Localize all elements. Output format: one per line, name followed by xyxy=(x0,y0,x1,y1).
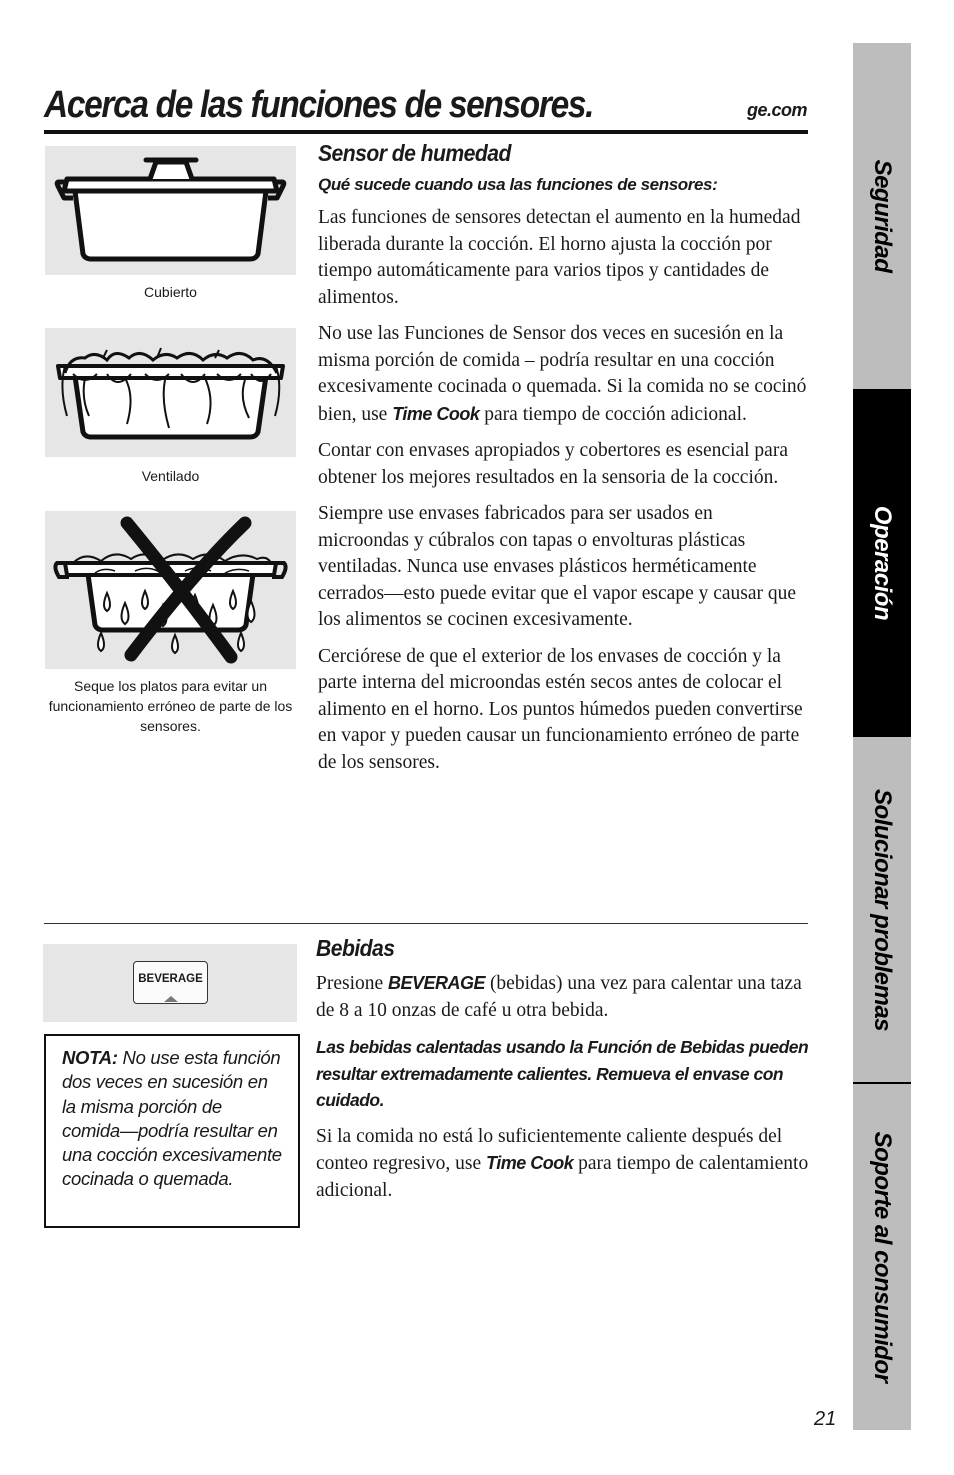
figure-caption: Ventilado xyxy=(141,468,200,484)
figure-wet-dish xyxy=(45,511,296,669)
tab-soporte-al-consumidor[interactable] xyxy=(853,1084,911,1430)
humidity-paragraph: Las funciones de sensores detectan el aumento en la humedad liberada durante la cocción. El horno ajusta la cocción por tiempo automáticamente para varios tipos y cantidades de alimentos. xyxy=(318,207,801,308)
beverage-warning: Las bebidas calentadas usando la Función de Bebidas pueden resultar extremadamente calientes. Remueva el envase con cuidado. xyxy=(316,1037,809,1110)
triangle-indicator-icon xyxy=(164,996,178,1002)
humidity-paragraph: Contar con envases apropiados y cobertores es esencial para obtener los mejores resultados en la sensoria de la cocción. xyxy=(318,440,788,488)
figure-vented xyxy=(45,328,296,457)
humidity-section xyxy=(318,140,808,786)
tab-operacion[interactable] xyxy=(853,389,911,737)
site-url: ge.com xyxy=(746,100,807,120)
wet-dish-crossed-icon xyxy=(45,511,296,669)
vented-dish-icon xyxy=(45,328,296,457)
figure-caption: Cubierto xyxy=(144,284,197,300)
humidity-heading: Sensor de humedad xyxy=(318,140,511,166)
page-number: 21 xyxy=(814,1408,837,1430)
title-rule xyxy=(44,130,808,134)
time-cook-keyword: Time Cook xyxy=(392,403,480,424)
note-box xyxy=(44,1034,300,1228)
note-label: NOTA: xyxy=(62,1047,118,1068)
section-divider xyxy=(44,923,808,924)
beverage-panel xyxy=(43,944,297,1022)
tab-label: Operación xyxy=(869,505,896,621)
time-cook-keyword: Time Cook xyxy=(486,1153,574,1173)
tab-label: Solucionar problemas xyxy=(869,788,896,1032)
beverage-button xyxy=(133,961,208,1004)
humidity-paragraph: No use las Funciones de Sensor dos veces en sucesión en la misma porción de comida – podría resultar en una cocción excesivamente cocinada o quemada. Si la comida no se cocinó bien, use Time Cook para tiempo de cocción adicional. xyxy=(318,323,807,425)
figure-covered xyxy=(45,146,296,275)
beverage-heading: Bebidas xyxy=(316,935,395,961)
humidity-subheading: Qué sucede cuando usa las funciones de sensores: xyxy=(318,175,718,194)
humidity-paragraph: Cerciórese de que el exterior de los envases de cocción y la parte interna del microondas estén secos antes de colocar el alimento en el horno. Los puntos húmedos pueden convertirse en vapor y pueden causar un funcionamiento erróneo de parte de los sensores. xyxy=(318,645,803,773)
covered-dish-icon xyxy=(45,146,296,275)
figure-caption: Seque los platos para evitar un funcionamiento erróneo de parte de los sensores. xyxy=(48,678,293,734)
page-title: Acerca de las funciones de sensores. xyxy=(44,84,594,126)
beverage-button-label: BEVERAGE xyxy=(138,973,203,985)
tab-label: Soporte al consumidor xyxy=(869,1131,896,1383)
humidity-paragraph: Siempre use envases fabricados para ser usados en microondas y cúbralos con tapas o envolturas plásticas ventiladas. Nunca use envases plásticos herméticamente cerrados—esto puede evitar que el vapor escape y causar que los alimentos se cocinen excesivamente. xyxy=(318,503,797,630)
beverage-section xyxy=(316,935,810,1214)
note-text: No use esta función dos veces en sucesión en la misma porción de comida—podría resultar en una cocción excesivamente cocinada o quemada. xyxy=(62,1047,282,1190)
beverage-paragraph: Presione BEVERAGE (bebidas) una vez para calentar una taza de 8 a 10 onzas de café u otra bebida. xyxy=(316,973,802,1021)
tab-label: Seguridad xyxy=(869,159,896,273)
beverage-keyword: BEVERAGE xyxy=(388,973,486,993)
beverage-paragraph: Si la comida no está lo suficientemente caliente después del conteo regresivo, use Time Cook para tiempo de calentamiento adicional. xyxy=(316,1125,809,1201)
tab-solucionar-problemas[interactable] xyxy=(853,737,911,1083)
tab-seguridad[interactable] xyxy=(853,43,911,389)
